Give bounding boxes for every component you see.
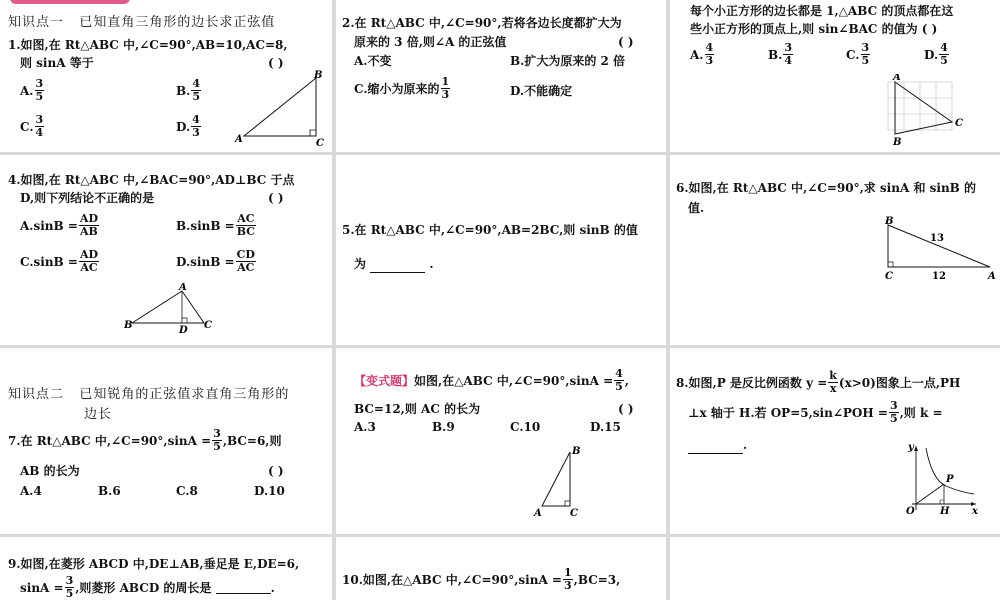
variant-option-d[interactable]: D.15: [590, 420, 621, 434]
q3-line1: 每个小正方形的边长都是 1,△ABC 的顶点都在这: [690, 4, 954, 18]
q6-label-c: C: [885, 271, 893, 282]
variant-option-b[interactable]: B.9: [432, 420, 455, 434]
variant-label-b: B: [572, 446, 581, 457]
q10-line1: 10.如图,在△ABC 中,∠C=90°,sinA = $\frac{1}{3}$ ,BC=3,: [342, 566, 621, 592]
variant-option-c[interactable]: C.10: [510, 420, 541, 434]
q2-cell: [336, 0, 666, 152]
q10-cell: [336, 537, 666, 600]
q4-line2: D,则下列结论不正确的是: [20, 191, 155, 205]
q6-label-b: B: [885, 216, 894, 227]
variant-line1: 【变式题】 如图,在△ABC 中,∠C=90°,sinA = $\frac{4}{5}$ ,: [354, 367, 629, 393]
q4-label-b: B: [124, 320, 133, 331]
q3-label-a: A: [893, 74, 901, 83]
variant-label-a: A: [534, 508, 542, 519]
kp2-label: 知识点二: [8, 387, 65, 402]
variant-cell: [336, 348, 666, 534]
q7-line1: 7.在 Rt△ABC 中,∠C=90°,sinA = $\frac{3}{5}$ ,BC=6,则: [8, 427, 282, 453]
q1-option-a[interactable]: A. $\frac{3}{5}$: [20, 77, 44, 103]
q8-graph-figure: [902, 440, 982, 518]
q3-option-a[interactable]: A. $\frac{4}{3}$: [690, 41, 714, 67]
q1-cell: [0, 0, 332, 152]
q4-label-c: C: [204, 320, 212, 331]
q2-line1: 2.在 Rt△ABC 中,∠C=90°,若将各边长度都扩大为: [342, 16, 622, 30]
q1-label-a: A: [235, 134, 243, 145]
knowledge-point-1: [8, 14, 275, 32]
q1-line1: 1.如图,在 Rt△ABC 中,∠C=90°,AB=10,AC=8,: [8, 38, 288, 52]
q1-label-b: B: [314, 70, 323, 81]
q2-option-b[interactable]: B.扩大为原来的 2 倍: [510, 54, 626, 68]
q6-label-a: A: [988, 271, 996, 282]
q2-option-a[interactable]: A.不变: [354, 54, 392, 68]
q1-paren: ( ): [268, 56, 284, 70]
q4-label-d: D: [179, 325, 188, 335]
kp1-title: 已知直角三角形的边长求正弦值: [79, 15, 276, 30]
q1-option-c[interactable]: C. $\frac{3}{4}$: [20, 113, 44, 139]
q2-paren: ( ): [618, 35, 634, 49]
q8-answer-blank[interactable]: [688, 441, 743, 454]
q3-grid-figure: [880, 74, 980, 150]
q4-line1: 4.如图,在 Rt△ABC 中,∠BAC=90°,AD⊥BC 于点: [8, 173, 295, 187]
q8-cell: [670, 348, 1000, 534]
q4-option-c[interactable]: C.sinB = $\frac{AD}{AC}$: [20, 248, 99, 274]
q8-line1: 8.如图,P 是反比例函数 y = $\frac{k}{x}$ (x>0)图象上一点,PH: [676, 369, 961, 395]
q3-label-b: B: [893, 137, 902, 148]
q6-line2: 值.: [688, 201, 705, 215]
q2-line2: 原来的 3 倍,则∠A 的正弦值: [354, 35, 507, 49]
q3-option-b[interactable]: B. $\frac{3}{4}$: [768, 41, 792, 67]
q5-line2: 为 .: [354, 257, 434, 271]
q1-line2: 则 sinA 等于: [20, 56, 94, 70]
q4-label-a: A: [179, 283, 187, 293]
q9-answer-blank[interactable]: [216, 581, 271, 594]
q8-line2: ⊥x 轴于 H.若 OP=5,sin∠POH = $\frac{3}{5}$ ,则 k =: [688, 399, 943, 425]
q4-option-d[interactable]: D.sinB = $\frac{CD}{AC}$: [176, 248, 255, 274]
q3-cell: [670, 0, 1000, 152]
q6-line1: 6.如图,在 Rt△ABC 中,∠C=90°,求 sinA 和 sinB 的: [676, 181, 976, 195]
q7-option-b[interactable]: B.6: [98, 484, 121, 498]
empty-cell: [670, 537, 1000, 600]
q8-label-o: O: [906, 506, 915, 517]
q8-label-y: y: [908, 442, 914, 453]
q2-option-c[interactable]: C.缩小为原来的 $\frac{1}{3}$: [354, 75, 450, 101]
q9-cell: [0, 537, 332, 600]
q3-option-d[interactable]: D. $\frac{4}{5}$: [924, 41, 948, 67]
q4-cell: [0, 155, 332, 345]
q4-option-a[interactable]: A.sinB = $\frac{AD}{AB}$: [20, 212, 98, 238]
q7-option-c[interactable]: C.8: [176, 484, 198, 498]
variant-triangle-figure: [528, 444, 588, 520]
q8-line3: .: [688, 436, 747, 454]
q6-cell: [670, 155, 1000, 345]
q4-triangle-figure: [124, 283, 214, 335]
q5-answer-blank[interactable]: [370, 260, 425, 273]
q7-paren: ( ): [268, 464, 284, 478]
header-badge: [10, 0, 130, 4]
knowledge-point-2: [8, 386, 289, 404]
q2-option-d[interactable]: D.不能确定: [510, 84, 573, 98]
q6-triangle-figure: [878, 215, 1000, 287]
q3-option-c[interactable]: C. $\frac{3}{5}$: [846, 41, 870, 67]
q1-label-c: C: [316, 138, 324, 148]
q9-line1: 9.如图,在菱形 ABCD 中,DE⊥AB,垂足是 E,DE=6,: [8, 557, 300, 571]
q5-cell: [336, 155, 666, 345]
variant-line2: BC=12,则 AC 的长为: [354, 402, 481, 416]
q7-line2: AB 的长为: [20, 464, 80, 478]
kp1-label: 知识点一: [8, 15, 65, 30]
q5-line1: 5.在 Rt△ABC 中,∠C=90°,AB=2BC,则 sinB 的值: [342, 223, 638, 237]
q4-option-b[interactable]: B.sinB = $\frac{AC}{BC}$: [176, 212, 255, 238]
q7-cell: [0, 348, 332, 534]
q8-label-h: H: [940, 506, 950, 517]
variant-tag: 【变式题】: [354, 373, 415, 388]
q4-paren: ( ): [268, 191, 284, 205]
q8-label-x: x: [972, 506, 978, 517]
q8-label-p: P: [946, 474, 954, 485]
q1-option-d[interactable]: D. $\frac{4}{3}$: [176, 113, 200, 139]
q6-label-hypotenuse: 13: [930, 233, 944, 244]
kp2-title-line2: 边长: [84, 407, 113, 422]
variant-option-a[interactable]: A.3: [354, 420, 376, 434]
variant-label-c: C: [570, 508, 578, 519]
q7-option-d[interactable]: D.10: [254, 484, 285, 498]
q9-line2: sinA = $\frac{3}{5}$ ,则菱形 ABCD 的周长是 .: [20, 574, 275, 600]
q7-option-a[interactable]: A.4: [20, 484, 42, 498]
variant-paren: ( ): [618, 402, 634, 416]
q6-label-base: 12: [932, 271, 946, 282]
q1-triangle-figure: [232, 70, 328, 148]
q3-label-c: C: [955, 118, 963, 129]
q3-line2: 些小正方形的顶点上,则 sin∠BAC 的值为 ( ): [690, 22, 938, 36]
q1-option-b[interactable]: B. $\frac{4}{5}$: [176, 77, 200, 103]
kp2-title-line1: 已知锐角的正弦值求直角三角形的: [79, 387, 290, 402]
